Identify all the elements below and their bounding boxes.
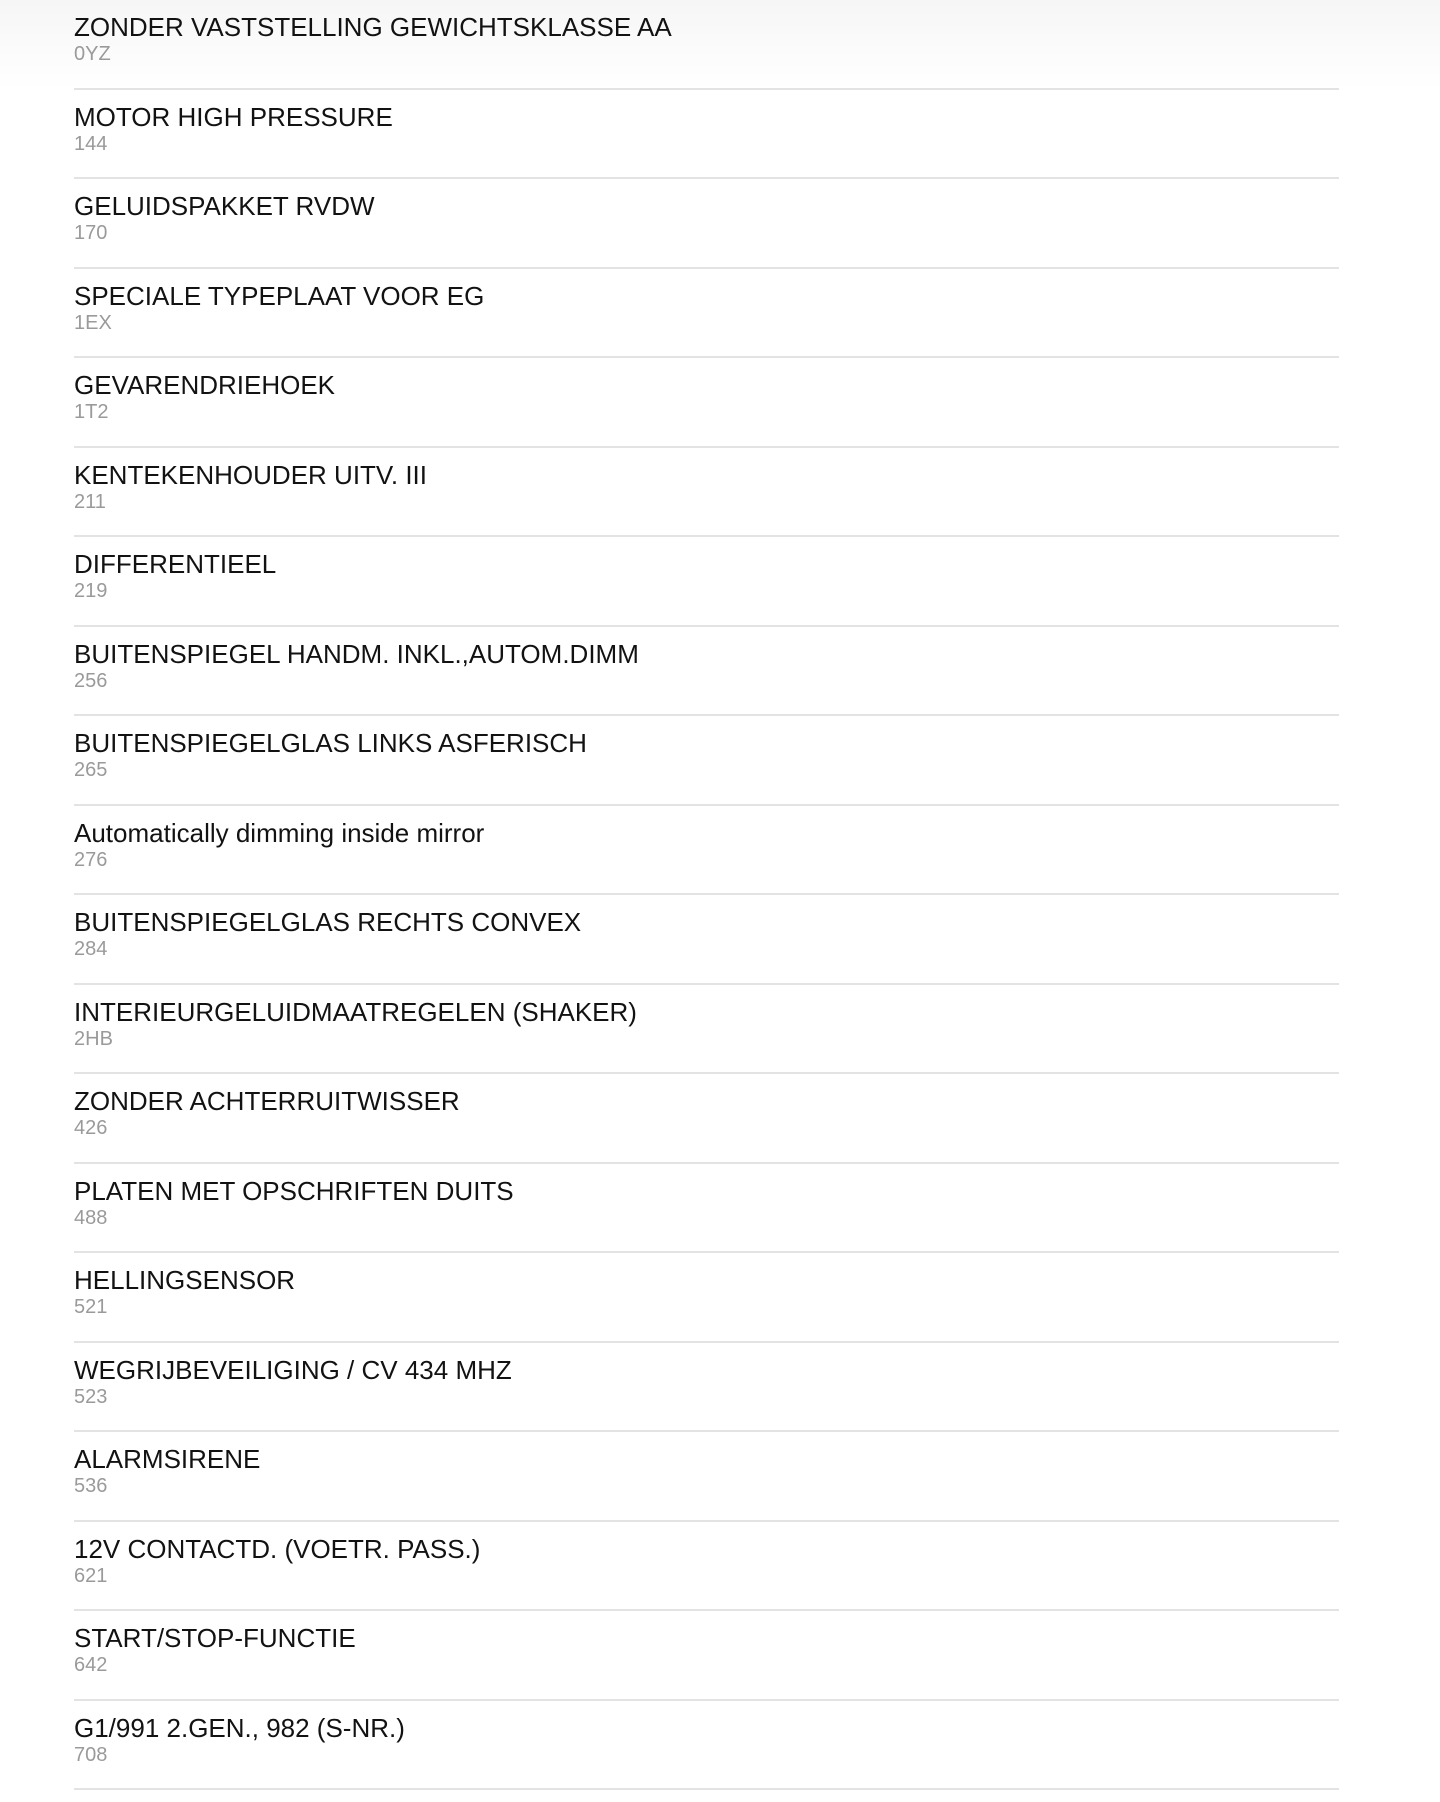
option-title: GELUIDSPAKKET RVDW [74,191,375,221]
option-code: 523 [74,1385,108,1408]
option-title: WEGRIJBEVEILIGING / CV 434 MHZ [74,1354,512,1385]
option-title: START/STOP-FUNCTIE [74,1623,356,1653]
list-item [74,1074,1339,1164]
list-item [74,1343,1339,1433]
option-title: ZONDER VASTSTELLING GEWICHTSKLASSE AA [74,12,672,42]
list-item [74,1432,1339,1522]
option-code: 426 [74,1117,108,1139]
option-title: HELLINGSENSOR [74,1265,296,1295]
option-title: BUITENSPIEGELGLAS RECHTS CONVEX [74,907,582,937]
option-title: GEVARENDRIEHOEK [74,370,336,400]
option-code: 219 [74,580,108,602]
option-code: 708 [74,1743,108,1766]
option-title: PLATEN MET OPSCHRIFTEN DUITS [74,1175,514,1206]
option-code: 488 [74,1206,108,1229]
options-list [74,0,1339,1790]
option-title: ALARMSIRENE [74,1444,261,1474]
option-code: 0YZ [74,43,111,65]
option-title: INTERIEURGELUIDMAATREGELEN (SHAKER) [74,996,637,1027]
option-title: BUITENSPIEGELGLAS LINKS ASFERISCH [74,728,587,758]
option-title: ZONDER ACHTERRUITWISSER [74,1086,460,1116]
list-item [74,1701,1339,1791]
list-item [74,179,1339,269]
option-code: 265 [74,759,108,781]
list-item [74,1164,1339,1254]
option-code: 521 [74,1296,108,1318]
list-item [74,1253,1339,1343]
option-title: G1/991 2.GEN., 982 (S-NR.) [74,1712,405,1743]
option-code: 256 [74,669,108,692]
option-code: 1T2 [74,401,109,423]
list-item [74,0,1339,90]
list-item [74,895,1339,985]
option-code: 144 [74,132,108,155]
list-item [74,448,1339,538]
option-code: 2HB [74,1027,113,1050]
option-code: 170 [74,222,108,244]
option-title: Automatically dimming inside mirror [74,817,485,848]
option-code: 1EX [74,311,112,334]
option-title: DIFFERENTIEEL [74,549,277,579]
option-code: 642 [74,1654,108,1676]
option-code: 211 [74,490,106,513]
option-title: SPECIALE TYPEPLAAT VOOR EG [74,280,485,311]
option-title: KENTEKENHOUDER UITV. III [74,459,427,490]
list-item [74,1611,1339,1701]
list-item [74,358,1339,448]
list-item [74,806,1339,896]
list-item [74,537,1339,627]
option-title: BUITENSPIEGEL HANDM. INKL.,AUTOM.DIMM [74,638,639,669]
option-title: 12V CONTACTD. (VOETR. PASS.) [74,1533,481,1564]
list-item [74,1522,1339,1612]
list-item [74,716,1339,806]
option-code: 284 [74,938,108,960]
option-code: 276 [74,848,108,871]
option-code: 621 [74,1564,108,1587]
list-item [74,90,1339,180]
list-item [74,627,1339,717]
option-code: 536 [74,1475,108,1497]
list-item [74,985,1339,1075]
list-item [74,269,1339,359]
option-title: MOTOR HIGH PRESSURE [74,101,393,132]
